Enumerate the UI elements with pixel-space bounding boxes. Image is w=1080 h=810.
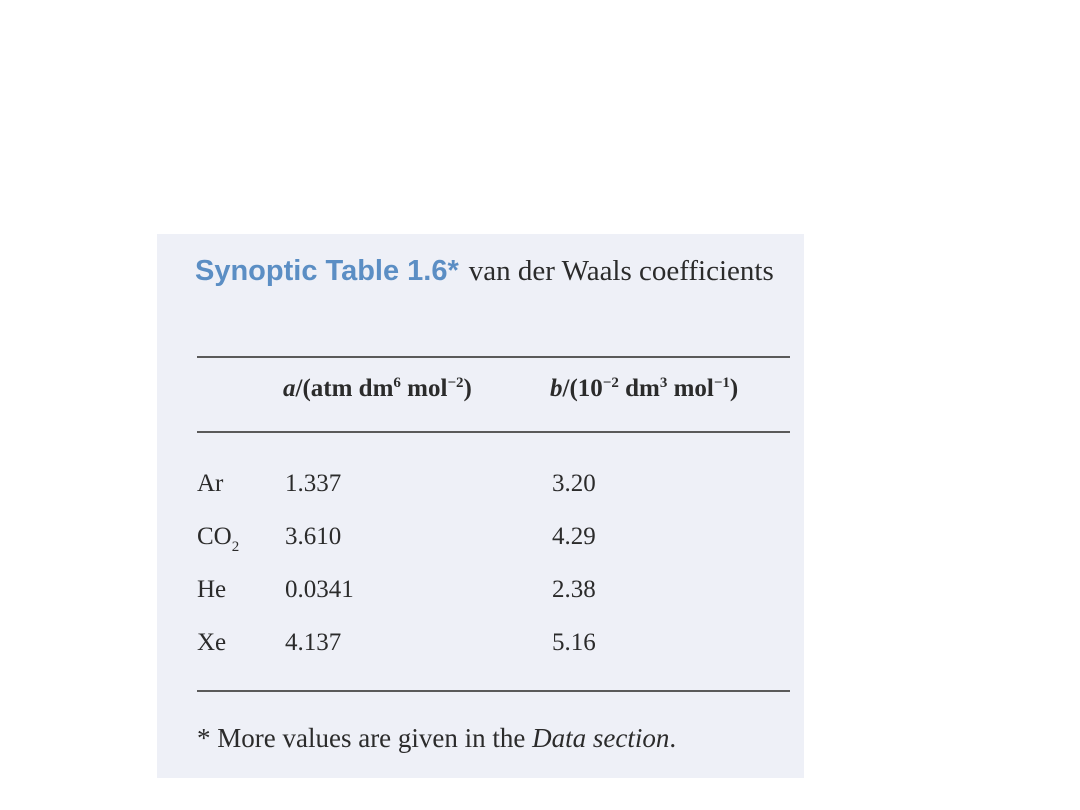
- table-row: [197, 629, 790, 669]
- gas-cell: Xe: [197, 629, 227, 656]
- bottom-rule: [197, 690, 790, 692]
- table-row: [197, 576, 790, 616]
- gas-cell: $CO_2$: [197, 523, 240, 555]
- b-value-cell: 4.29: [552, 523, 596, 550]
- table-caption: [195, 248, 785, 295]
- table-label: Synoptic Table 1.6*: [195, 255, 459, 287]
- header-rule: [197, 431, 790, 433]
- table-footnote: * More values are given in the Data section.: [197, 723, 677, 753]
- a-value-cell: 4.137: [285, 629, 342, 656]
- gas-cell: He: [197, 576, 227, 603]
- b-value-cell: 3.20: [552, 470, 596, 497]
- top-rule: [197, 356, 790, 358]
- gas-cell: Ar: [197, 470, 224, 497]
- b-value-cell: 5.16: [552, 629, 596, 656]
- column-header-b: $b/(10^{-2}$ $dm^3$ mol$^{-1}$): [550, 375, 739, 402]
- table-row: [197, 470, 790, 510]
- a-value-cell: 1.337: [285, 470, 342, 497]
- column-header-a: a/(atm $dm^6$ mol$^{-2}$): [283, 375, 472, 402]
- b-value-cell: 2.38: [552, 576, 596, 603]
- table-panel: [157, 234, 804, 778]
- a-value-cell: 0.0341: [285, 576, 354, 603]
- table-title: van der Waals coefficients: [468, 255, 774, 287]
- table-row: [197, 523, 790, 563]
- a-value-cell: 3.610: [285, 523, 342, 550]
